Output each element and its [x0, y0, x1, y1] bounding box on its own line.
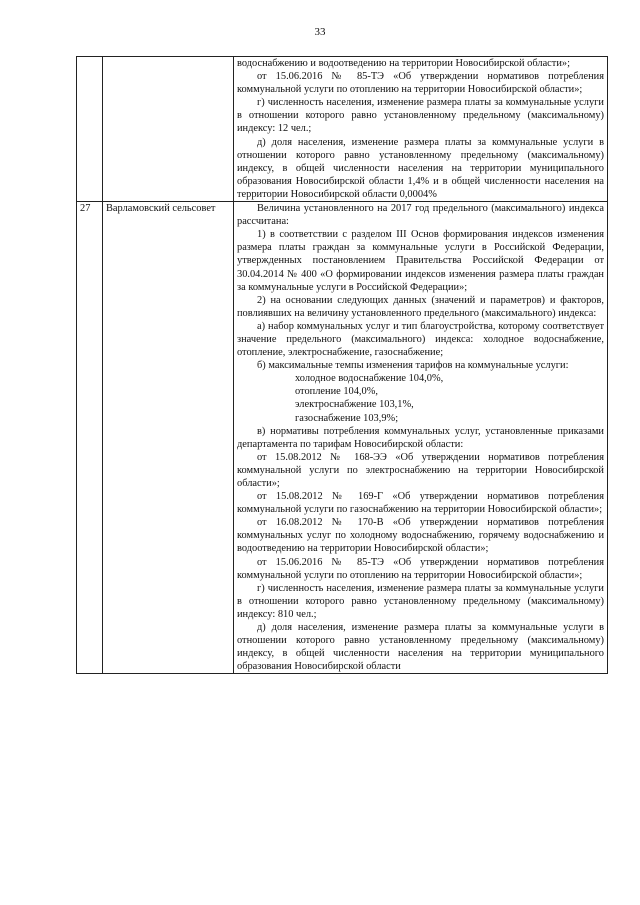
- paragraph: Величина установленного на 2017 год предельного (максимального) индекса рассчитана:: [237, 203, 604, 228]
- paragraph: от 15.08.2012 № 169-Г «Об утверждении нормативов потребления коммунальной услуги по газоснабжению на территории Новосибирской области»;: [237, 491, 604, 516]
- paragraph: а) набор коммунальных услуг и тип благоустройства, которому соответствует значение предельного (максимального) индекса: холодное водоснабжение, отопление, электроснабжение, газоснабжение;: [237, 320, 604, 359]
- tariff-rate-line: отопление 104,0%,: [295, 386, 378, 398]
- document-table: [76, 56, 608, 674]
- paragraph: от 16.08.2012 № 170-В «Об утверждении нормативов потребления коммунальных услуг по холодному водоснабжению, горячему водоснабжению и водоотведению на территории Новосибирской области»;: [237, 517, 604, 555]
- tariff-rate-line: электроснабжение 103,1%,: [295, 399, 414, 411]
- paragraph: 2) на основании следующих данных (значений и параметров) и факторов, повлиявших на величину установленного предельного (максимального) индекса:: [237, 294, 604, 319]
- municipality-name-cell: Варламовский сельсовет: [103, 202, 234, 674]
- paragraph: от 15.08.2012 № 168-ЭЭ «Об утверждении нормативов потребления коммунальной услуги по электроснабжению на территории Новосибирской области»;: [237, 451, 604, 489]
- paragraph: г) численность населения, изменение размера платы за коммунальные услуги в отношении которого равно установленному предельному (максимальному) индексу: 12 чел.;: [237, 97, 604, 135]
- paragraph: водоснабжению и водоотведению на территории Новосибирской области»;: [237, 58, 570, 69]
- table-row: [77, 57, 608, 202]
- paragraph: г) численность населения, изменение размера платы за коммунальные услуги в отношении которого равно установленному предельному (максимальному) индексу: 810 чел.;: [237, 582, 604, 620]
- row-number-cell: [77, 57, 103, 202]
- paragraph: б) максимальные темпы изменения тарифов на коммунальные услуги:: [257, 360, 569, 372]
- municipality-name-cell: [103, 57, 234, 202]
- paragraph: от 15.06.2016 № 85-ТЭ «Об утверждении нормативов потребления коммунальной услуги по отоплению на территории Новосибирской области»;: [237, 556, 604, 581]
- page-number: 33: [314, 26, 326, 38]
- row-number-cell: 27: [77, 202, 103, 674]
- index-description-cell: [234, 57, 608, 202]
- tariff-rate-line: газоснабжение 103,9%;: [295, 412, 399, 424]
- tariff-rate-line: холодное водоснабжение 104,0%,: [295, 373, 444, 385]
- paragraph: 1) в соответствии с разделом III Основ формирования индексов изменения размера платы граждан за коммунальные услуги в Российской Федерации, утвержденных постановлением Правительства Российской Федерации от 30.04.2014 № 400 «О формировании индексов изменения размера платы граждан за коммунальные услуги в Российской Федерации»;: [237, 229, 604, 293]
- paragraph: д) доля населения, изменение размера платы за коммунальные услуги в отношении которого равно установленному предельному (максимальному) индексу, в общей численности населения на территории муниципального образования Новосибирской области: [237, 622, 604, 673]
- table-row: [77, 202, 608, 674]
- paragraph: д) доля населения, изменение размера платы за коммунальные услуги в отношении которого равно установленному предельному (максимальному) индексу, в общей численности населения на территории муниципального образования Новосибирской области 1,4% и в общей численности населения на территории Новосибирской области 0,0004%: [237, 136, 604, 200]
- paragraph: в) нормативы потребления коммунальных услуг, установленные приказами департамента по тарифам Новосибирской области:: [237, 425, 604, 450]
- index-description-cell: [234, 202, 608, 674]
- paragraph: от 15.06.2016 № 85-ТЭ «Об утверждении нормативов потребления коммунальной услуги по отоплению на территории Новосибирской области»;: [237, 71, 604, 96]
